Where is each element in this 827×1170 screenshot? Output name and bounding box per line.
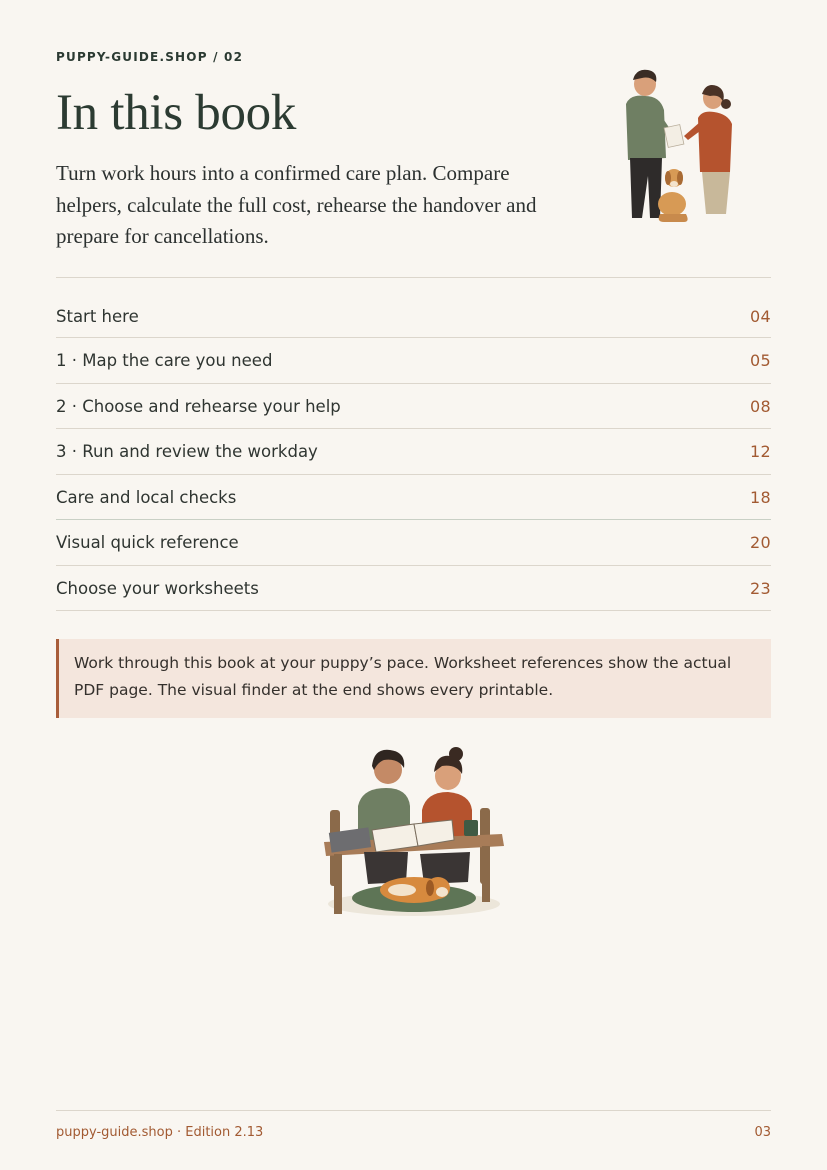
toc-label: Start here xyxy=(56,307,139,326)
toc-page-number: 18 xyxy=(750,487,771,507)
page-title: In this book xyxy=(56,85,297,141)
toc-label: 2 · Choose and rehearse your help xyxy=(56,396,341,416)
toc-page-number: 23 xyxy=(750,578,771,598)
footer-site-edition: puppy-guide.shop · Edition 2.13 xyxy=(56,1125,264,1140)
toc-entry-quick-reference[interactable] xyxy=(56,520,771,566)
toc-label: Choose your worksheets xyxy=(56,578,259,598)
toc-page-number: 12 xyxy=(750,442,771,462)
footer-page-number: 03 xyxy=(754,1125,771,1140)
toc-label: Visual quick reference xyxy=(56,533,239,553)
toc-page-number: 04 xyxy=(750,307,771,326)
toc-entry-choose-help[interactable] xyxy=(56,384,771,430)
page-kicker: PUPPY-GUIDE.SHOP / 02 xyxy=(56,50,244,64)
intro-paragraph: Turn work hours into a confirmed care plan. Compare helpers, calculate the full cost, rehearse the handover and prepare for cancellations. xyxy=(56,161,537,248)
toc-entry-worksheets[interactable] xyxy=(56,566,771,612)
toc-page-number: 20 xyxy=(750,533,771,553)
note-callout: Work through this book at your puppy’s pace. Worksheet references show the actual PDF page. The visual finder at the end shows every printable. xyxy=(56,639,771,718)
toc-label: Care and local checks xyxy=(56,487,237,507)
table-of-contents xyxy=(56,277,771,611)
page xyxy=(56,0,771,1170)
toc-label: 1 · Map the care you need xyxy=(56,351,273,371)
toc-entry-start-here[interactable] xyxy=(56,278,771,338)
toc-page-number: 05 xyxy=(750,351,771,371)
handover-illustration xyxy=(602,66,747,226)
toc-page-number: 08 xyxy=(750,396,771,416)
page-footer xyxy=(56,1110,771,1140)
toc-entry-local-checks[interactable] xyxy=(56,475,771,521)
toc-entry-run-workday[interactable] xyxy=(56,429,771,475)
toc-entry-map-care[interactable] xyxy=(56,338,771,384)
planning-table-illustration xyxy=(322,742,508,922)
toc-label: 3 · Run and review the workday xyxy=(56,442,318,462)
